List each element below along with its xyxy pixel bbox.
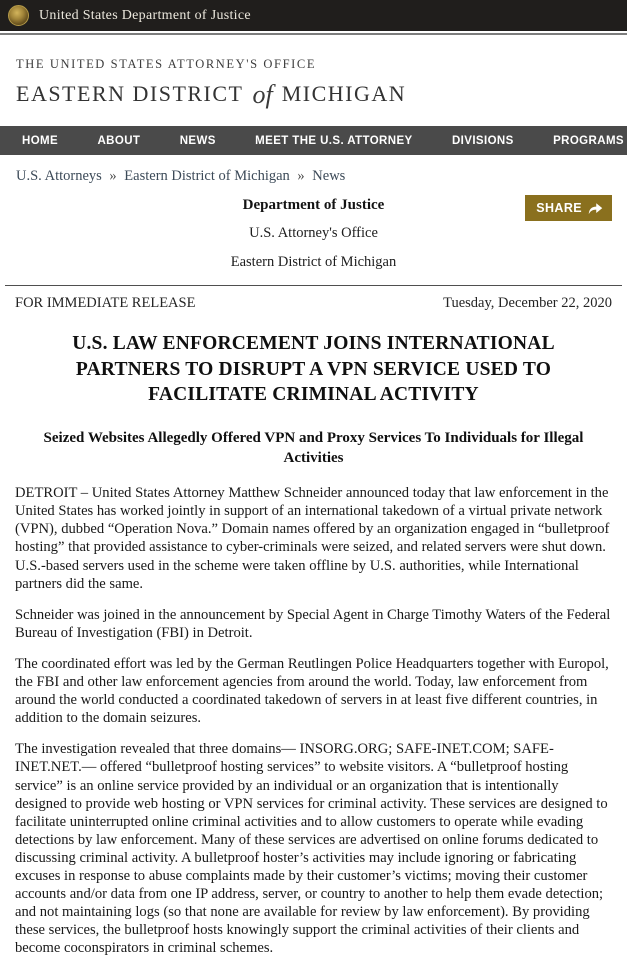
- article-body: [15, 484, 612, 957]
- district-pre: EASTERN DISTRICT: [16, 81, 244, 106]
- breadcrumb-separator: »: [109, 168, 117, 184]
- district-post: MICHIGAN: [281, 81, 407, 106]
- nav-item-home[interactable]: HOME: [22, 134, 59, 147]
- breadcrumb-link-us-attorneys[interactable]: U.S. Attorneys: [16, 168, 102, 184]
- release-header-district: Eastern District of Michigan: [230, 254, 397, 270]
- release-meta-row: [15, 295, 612, 312]
- article-paragraph: The investigation revealed that three domains— INSORG.ORG; SAFE-INET.COM; SAFE-INET.NET.— offered “bulletproof hosting services” to website visitors. A “bulletproof hosting service” is an online service provided by an individual or an organization that is intentionally designed to provide web hosting or VPN services for criminal activity. These services are designed to facilitate uninterrupted online criminal activities and to allow customers to operate while evading detections by law enforcement. Many of these services are advertised on online forums dedicated to discussing criminal activity. A bulletproof hoster’s activities may include ignoring or fabricating excuses in response to abuse complaints made by their customer’s victims; moving their customer accounts and/or data from one IP address, server, or country to another to help them evade detection; and not maintaining logs (so that none are available for review by law enforcement). By providing these services, the bulletproof hosts knowingly support the criminal activities of their clients and become coconspirators in criminal schemes.: [15, 741, 608, 957]
- article-paragraph: The coordinated effort was led by the German Reutlingen Police Headquarters together with Europol, the FBI and other law enforcement agencies from around the world. Today, law enforcement from around the world conducted a coordinated takedown of servers in at least five different countries, in addition to the domain seizures.: [15, 655, 609, 727]
- release-date: Tuesday, December 22, 2020: [443, 295, 612, 311]
- article-paragraph: DETROIT – United States Attorney Matthew Schneider announced today that law enforcement in the United States has worked jointly in support of an international takedown of a virtual private network (VPN), dubbed “Operation Nova.” Domain names offered by an organization engaged in “bulletproof hosting” that provided assistance to cyber-criminals were seized, and related servers were shut down. U.S.-based servers used in the scheme were taken offline by U.S. authorities, while International partners did the same.: [15, 485, 610, 592]
- nav-item-meet-the-us-attorney[interactable]: MEET THE U.S. ATTORNEY: [255, 134, 413, 147]
- nav-item-about[interactable]: ABOUT: [97, 134, 141, 147]
- article-headline: U.S. LAW ENFORCEMENT JOINS INTERNATIONAL PARTNERS TO DISRUPT A VPN SERVICE USED TO FACILITATE CRIMINAL ACTIVITY: [72, 333, 555, 406]
- release-header: [0, 197, 627, 271]
- share-button-label: SHARE: [536, 201, 582, 215]
- masthead-district-line: [16, 78, 627, 108]
- nav-item-news[interactable]: NEWS: [179, 134, 216, 147]
- breadcrumb-link-news[interactable]: News: [312, 168, 346, 184]
- masthead-office-line: THE UNITED STATES ATTORNEY'S OFFICE: [16, 57, 317, 71]
- nav-item-programs[interactable]: PROGRAMS: [553, 134, 624, 147]
- doj-top-bar: [0, 0, 627, 31]
- share-button[interactable]: [525, 195, 612, 221]
- nav-item-divisions[interactable]: DIVISIONS: [451, 134, 514, 147]
- breadcrumb-link-eastern-district[interactable]: Eastern District of Michigan: [124, 168, 290, 184]
- release-header-usao: U.S. Attorney's Office: [249, 225, 378, 241]
- release-header-doj: Department of Justice: [242, 197, 385, 213]
- release-type: FOR IMMEDIATE RELEASE: [15, 295, 196, 311]
- article-subheadline: Seized Websites Allegedly Offered VPN and Proxy Services To Individuals for Illegal Activities: [43, 430, 584, 466]
- doj-seal-icon: [8, 5, 29, 26]
- masthead: [0, 35, 627, 108]
- header-divider: [5, 285, 622, 286]
- doj-top-bar-label[interactable]: United States Department of Justice: [39, 7, 251, 23]
- share-arrow-icon: [588, 202, 603, 215]
- breadcrumb: [16, 168, 611, 185]
- district-of: of: [252, 80, 273, 109]
- article-paragraph: Schneider was joined in the announcement by Special Agent in Charge Timothy Waters of the Federal Bureau of Investigation (FBI) in Detroit.: [15, 606, 611, 641]
- breadcrumb-separator: »: [297, 168, 305, 184]
- main-nav: [0, 126, 627, 155]
